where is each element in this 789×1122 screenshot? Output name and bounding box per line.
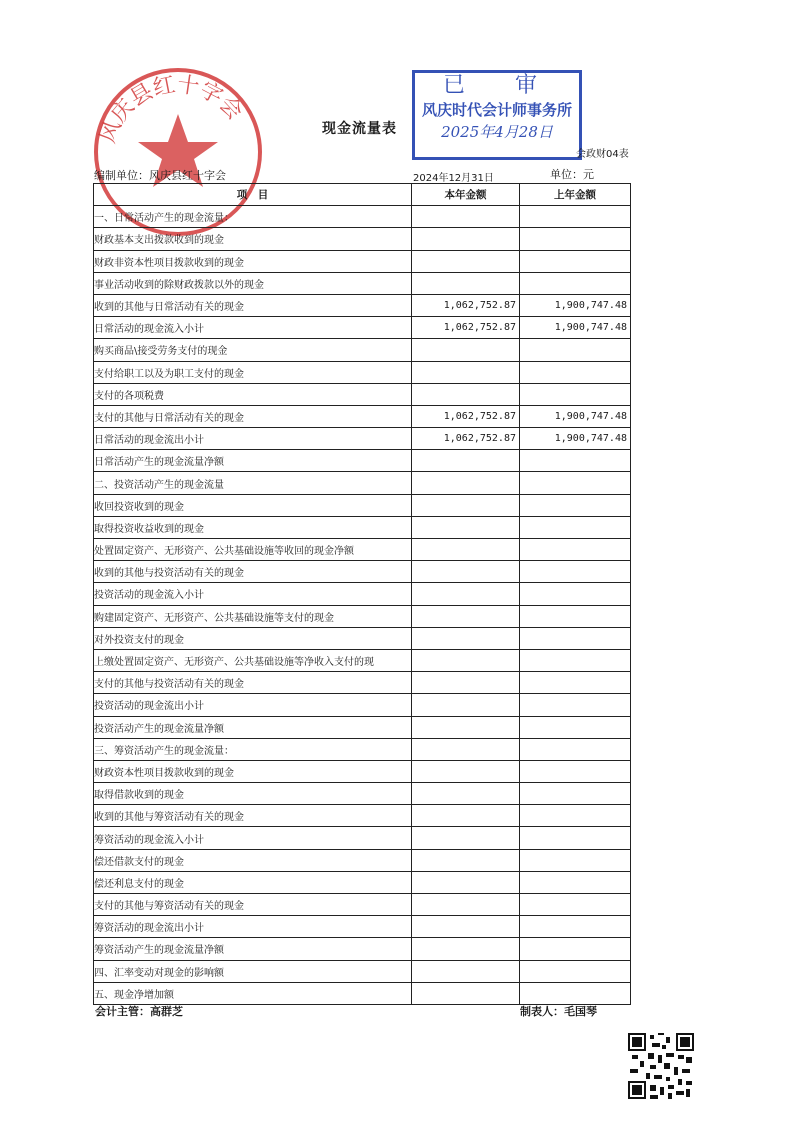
current-year-amount — [412, 649, 520, 671]
current-year-amount — [412, 760, 520, 782]
table-row — [94, 849, 631, 871]
row-label: 筹资活动产生的现金流量净额 — [94, 938, 412, 960]
column-header-current: 本年金额 — [412, 184, 520, 206]
current-year-amount — [412, 361, 520, 383]
prior-year-amount — [520, 494, 631, 516]
prior-year-amount — [520, 827, 631, 849]
table-row — [94, 339, 631, 361]
row-label: 事业活动收到的除财政拨款以外的现金 — [94, 272, 412, 294]
current-year-amount — [412, 450, 520, 472]
column-header-prior: 上年金额 — [520, 184, 631, 206]
qr-code-icon — [628, 1033, 694, 1099]
current-year-amount — [412, 494, 520, 516]
row-label: 投资活动的现金流出小计 — [94, 694, 412, 716]
row-label: 对外投资支付的现金 — [94, 627, 412, 649]
prior-year-amount: 1,900,747.48 — [520, 294, 631, 316]
prior-year-amount — [520, 672, 631, 694]
row-label: 二、投资活动产生的现金流量 — [94, 472, 412, 494]
prior-year-amount — [520, 472, 631, 494]
table-row — [94, 450, 631, 472]
table-row — [94, 960, 631, 982]
table-row — [94, 871, 631, 893]
cash-flow-table — [93, 183, 631, 1005]
row-label: 三、筹资活动产生的现金流量： — [94, 738, 412, 760]
prior-year-amount — [520, 250, 631, 272]
row-label: 支付的其他与投资活动有关的现金 — [94, 672, 412, 694]
prior-year-amount — [520, 805, 631, 827]
audit-stamp-line1: 已 审 — [442, 73, 551, 98]
current-year-amount — [412, 561, 520, 583]
prior-year-amount — [520, 982, 631, 1004]
row-label: 四、汇率变动对现金的影响额 — [94, 960, 412, 982]
row-label: 偿还借款支付的现金 — [94, 849, 412, 871]
table-row — [94, 649, 631, 671]
prior-year-amount — [520, 783, 631, 805]
current-year-amount — [412, 472, 520, 494]
current-year-amount: 1,062,752.87 — [412, 294, 520, 316]
row-label: 日常活动的现金流出小计 — [94, 428, 412, 450]
current-year-amount — [412, 539, 520, 561]
prior-year-amount — [520, 938, 631, 960]
current-year-amount — [412, 583, 520, 605]
row-label: 收到的其他与投资活动有关的现金 — [94, 561, 412, 583]
table-row — [94, 294, 631, 316]
table-row — [94, 472, 631, 494]
prior-year-amount — [520, 738, 631, 760]
prior-year-amount — [520, 206, 631, 228]
prior-year-amount — [520, 450, 631, 472]
row-label: 支付的其他与筹资活动有关的现金 — [94, 894, 412, 916]
prior-year-amount: 1,900,747.48 — [520, 317, 631, 339]
prior-year-amount — [520, 871, 631, 893]
current-year-amount — [412, 827, 520, 849]
current-year-amount — [412, 516, 520, 538]
row-label: 取得投资收益收到的现金 — [94, 516, 412, 538]
row-label: 取得借款收到的现金 — [94, 783, 412, 805]
table-row — [94, 228, 631, 250]
row-label: 购建固定资产、无形资产、公共基础设施等支付的现金 — [94, 605, 412, 627]
current-year-amount — [412, 916, 520, 938]
prior-year-amount — [520, 272, 631, 294]
table-row — [94, 982, 631, 1004]
current-year-amount — [412, 339, 520, 361]
prior-year-amount — [520, 228, 631, 250]
preparer-signature: 制表人：毛国琴 — [520, 1005, 597, 1018]
current-year-amount — [412, 672, 520, 694]
table-row — [94, 694, 631, 716]
current-year-amount — [412, 738, 520, 760]
current-year-amount — [412, 627, 520, 649]
page-title: 现金流量表 — [322, 121, 397, 137]
current-year-amount — [412, 938, 520, 960]
current-year-amount: 1,062,752.87 — [412, 317, 520, 339]
current-year-amount: 1,062,752.87 — [412, 428, 520, 450]
current-year-amount — [412, 272, 520, 294]
table-row — [94, 938, 631, 960]
row-label: 支付的各项税费 — [94, 383, 412, 405]
table-row — [94, 250, 631, 272]
row-label: 支付的其他与日常活动有关的现金 — [94, 405, 412, 427]
prior-year-amount — [520, 760, 631, 782]
current-year-amount — [412, 871, 520, 893]
row-label: 收到的其他与日常活动有关的现金 — [94, 294, 412, 316]
current-year-amount — [412, 383, 520, 405]
row-label: 处置固定资产、无形资产、公共基础设施等收回的现金净额 — [94, 539, 412, 561]
row-label: 日常活动产生的现金流量净额 — [94, 450, 412, 472]
prior-year-amount — [520, 383, 631, 405]
prior-year-amount — [520, 916, 631, 938]
table-row — [94, 583, 631, 605]
prior-year-amount — [520, 894, 631, 916]
row-label: 偿还利息支付的现金 — [94, 871, 412, 893]
current-year-amount — [412, 960, 520, 982]
current-year-amount — [412, 206, 520, 228]
prior-year-amount: 1,900,747.48 — [520, 405, 631, 427]
table-row — [94, 561, 631, 583]
row-label: 筹资活动的现金流出小计 — [94, 916, 412, 938]
table-row — [94, 783, 631, 805]
row-label: 投资活动产生的现金流量净额 — [94, 716, 412, 738]
row-label: 投资活动的现金流入小计 — [94, 583, 412, 605]
table-row — [94, 494, 631, 516]
row-label: 一、日常活动产生的现金流量： — [94, 206, 412, 228]
prior-year-amount — [520, 849, 631, 871]
table-row — [94, 738, 631, 760]
prior-year-amount — [520, 339, 631, 361]
table-row — [94, 672, 631, 694]
prior-year-amount: 1,900,747.48 — [520, 428, 631, 450]
row-label: 购买商品\接受劳务支付的现金 — [94, 339, 412, 361]
current-year-amount — [412, 250, 520, 272]
table-row — [94, 428, 631, 450]
prior-year-amount — [520, 605, 631, 627]
table-row — [94, 516, 631, 538]
current-year-amount — [412, 849, 520, 871]
table-row — [94, 361, 631, 383]
row-label: 收回投资收到的现金 — [94, 494, 412, 516]
table-row — [94, 627, 631, 649]
table-row — [94, 760, 631, 782]
reporting-unit: 编制单位：风庆县红十字会 — [94, 169, 226, 182]
table-row — [94, 317, 631, 339]
round-seal-text: 风庆县红十字会 — [95, 72, 248, 147]
audit-stamp — [412, 70, 582, 160]
table-row — [94, 405, 631, 427]
current-year-amount — [412, 716, 520, 738]
current-year-amount — [412, 228, 520, 250]
row-label: 筹资活动的现金流入小计 — [94, 827, 412, 849]
prior-year-amount — [520, 361, 631, 383]
table-row — [94, 605, 631, 627]
current-year-amount — [412, 605, 520, 627]
audit-stamp-line2: 风庆时代会计师事务所 — [421, 101, 572, 119]
table-row — [94, 916, 631, 938]
table-row — [94, 272, 631, 294]
row-label: 财政非资本性项目拨款收到的现金 — [94, 250, 412, 272]
prior-year-amount — [520, 694, 631, 716]
prior-year-amount — [520, 627, 631, 649]
current-year-amount: 1,062,752.87 — [412, 405, 520, 427]
current-year-amount — [412, 894, 520, 916]
audit-stamp-date: 2025年4月28日 — [441, 123, 553, 141]
table-header-row — [94, 184, 631, 206]
row-label: 财政资本性项目拨款收到的现金 — [94, 760, 412, 782]
form-code: 会政财04表 — [576, 149, 629, 160]
row-label: 五、现金净增加额 — [94, 982, 412, 1004]
row-label: 上缴处置固定资产、无形资产、公共基础设施等净收入支付的现 — [94, 649, 412, 671]
table-row — [94, 206, 631, 228]
row-label: 支付给职工以及为职工支付的现金 — [94, 361, 412, 383]
report-date: 2024年12月31日 — [413, 173, 494, 184]
row-label: 财政基本支出拨款收到的现金 — [94, 228, 412, 250]
table-row — [94, 539, 631, 561]
currency-unit: 单位：元 — [550, 168, 594, 181]
table-row — [94, 383, 631, 405]
prior-year-amount — [520, 583, 631, 605]
prior-year-amount — [520, 561, 631, 583]
table-row — [94, 805, 631, 827]
prior-year-amount — [520, 960, 631, 982]
accountant-signature: 会计主管：高群芝 — [95, 1005, 183, 1018]
prior-year-amount — [520, 716, 631, 738]
current-year-amount — [412, 783, 520, 805]
table-row — [94, 827, 631, 849]
current-year-amount — [412, 982, 520, 1004]
prior-year-amount — [520, 649, 631, 671]
column-header-item: 项 目 — [94, 184, 412, 206]
current-year-amount — [412, 805, 520, 827]
current-year-amount — [412, 694, 520, 716]
row-label: 日常活动的现金流入小计 — [94, 317, 412, 339]
prior-year-amount — [520, 516, 631, 538]
prior-year-amount — [520, 539, 631, 561]
table-row — [94, 716, 631, 738]
row-label: 收到的其他与筹资活动有关的现金 — [94, 805, 412, 827]
table-row — [94, 894, 631, 916]
